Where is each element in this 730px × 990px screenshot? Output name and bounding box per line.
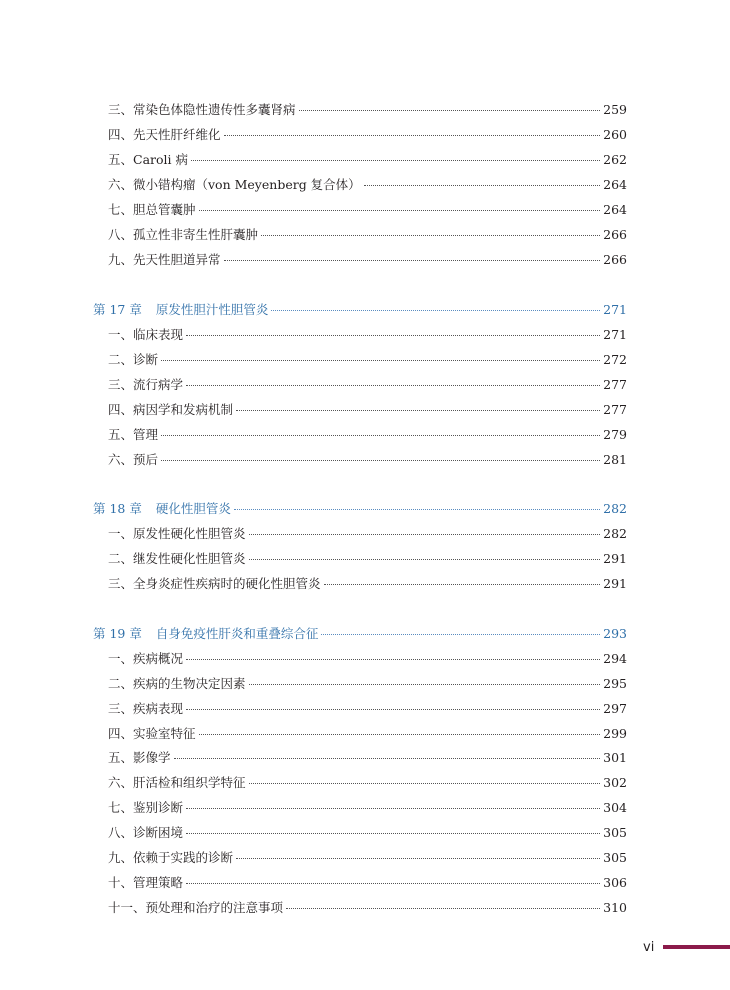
entry-page: 306 xyxy=(603,875,627,890)
entry-page: 304 xyxy=(603,800,627,815)
entry-page: 264 xyxy=(603,202,627,217)
dot-leader xyxy=(261,234,600,236)
toc-chapter-17[interactable] xyxy=(93,302,627,318)
entry-page: 277 xyxy=(603,402,627,417)
chapter-title: 硬化性胆管炎 xyxy=(155,501,231,516)
entry-page: 305 xyxy=(603,850,627,865)
entry-page: 260 xyxy=(603,127,627,142)
toc-entry[interactable] xyxy=(108,900,627,916)
entry-page: 271 xyxy=(603,302,627,317)
dot-leader xyxy=(321,633,600,635)
toc-entry[interactable] xyxy=(108,576,627,592)
entry-page: 259 xyxy=(603,102,627,117)
entry-page: 293 xyxy=(603,626,627,641)
dot-leader xyxy=(249,558,601,560)
toc-entry[interactable] xyxy=(108,252,627,268)
entry-title: 一、疾病概况 xyxy=(108,651,184,666)
entry-page: 282 xyxy=(603,526,627,541)
entry-page: 281 xyxy=(603,452,627,467)
entry-title: 四、病因学和发病机制 xyxy=(108,402,234,417)
dot-leader xyxy=(224,134,601,136)
toc-entry[interactable] xyxy=(108,327,627,343)
entry-title: 六、预后 xyxy=(108,452,159,467)
entry-page: 302 xyxy=(603,775,627,790)
dot-leader xyxy=(236,857,600,859)
entry-page: 266 xyxy=(603,252,627,267)
entry-page: 305 xyxy=(603,825,627,840)
entry-title: 三、全身炎症性疾病时的硬化性胆管炎 xyxy=(108,576,321,591)
entry-page: 282 xyxy=(603,501,627,516)
toc-chapter-18[interactable] xyxy=(93,501,627,517)
dot-leader xyxy=(249,533,601,535)
entry-title: 一、临床表现 xyxy=(108,327,184,342)
toc-entry[interactable] xyxy=(108,452,627,468)
toc-entry[interactable] xyxy=(108,127,627,143)
dot-leader xyxy=(236,409,600,411)
entry-title: 二、继发性硬化性胆管炎 xyxy=(108,551,246,566)
dot-leader xyxy=(161,434,600,436)
toc-entry[interactable] xyxy=(108,775,627,791)
toc-entry[interactable] xyxy=(108,152,627,168)
toc-entry[interactable] xyxy=(108,750,627,766)
dot-leader xyxy=(186,658,600,660)
entry-title: 四、实验室特征 xyxy=(108,726,196,741)
entry-page: 297 xyxy=(603,701,627,716)
dot-leader xyxy=(191,159,600,161)
dot-leader xyxy=(299,109,601,111)
entry-title: 九、依赖于实践的诊断 xyxy=(108,850,234,865)
entry-page: 299 xyxy=(603,726,627,741)
dot-leader xyxy=(324,583,601,585)
toc-entry[interactable] xyxy=(108,227,627,243)
entry-page: 277 xyxy=(603,377,627,392)
entry-title: 三、疾病表现 xyxy=(108,701,184,716)
dot-leader xyxy=(161,359,600,361)
entry-page: 291 xyxy=(603,551,627,566)
toc-entry[interactable] xyxy=(108,875,627,891)
dot-leader xyxy=(286,907,600,909)
toc-entry[interactable] xyxy=(108,102,627,118)
dot-leader xyxy=(199,733,601,735)
toc-entry[interactable] xyxy=(108,701,627,717)
entry-page: 291 xyxy=(603,576,627,591)
dot-leader xyxy=(174,757,601,759)
dot-leader xyxy=(161,459,600,461)
entry-title: 九、先天性胆道异常 xyxy=(108,252,221,267)
dot-leader xyxy=(234,508,600,510)
entry-page: 294 xyxy=(603,651,627,666)
entry-page: 301 xyxy=(603,750,627,765)
dot-leader xyxy=(186,384,600,386)
entry-page: 310 xyxy=(603,900,627,915)
dot-leader xyxy=(249,782,601,784)
entry-title: 六、微小错构瘤（von Meyenberg 复合体） xyxy=(108,177,361,192)
entry-title: 十一、预处理和治疗的注意事项 xyxy=(108,900,284,915)
dot-leader xyxy=(364,184,600,186)
dot-leader xyxy=(186,832,600,834)
toc-entry[interactable] xyxy=(108,352,627,368)
toc-entry[interactable] xyxy=(108,202,627,218)
entry-title: 八、诊断困境 xyxy=(108,825,184,840)
entry-title: 六、肝活检和组织学特征 xyxy=(108,775,246,790)
chapter-title: 原发性胆汁性胆管炎 xyxy=(155,302,269,317)
folio-accent-bar xyxy=(663,945,730,949)
entry-title: 一、原发性硬化性胆管炎 xyxy=(108,526,246,541)
chapter-number: 第 18 章 xyxy=(93,501,142,516)
chapter-number: 第 19 章 xyxy=(93,626,142,641)
entry-title: 十、管理策略 xyxy=(108,875,184,890)
entry-page: 279 xyxy=(603,427,627,442)
dot-leader xyxy=(186,334,600,336)
entry-title: 五、Caroli 病 xyxy=(108,152,188,167)
entry-page: 264 xyxy=(603,177,627,192)
entry-title: 七、胆总管囊肿 xyxy=(108,202,196,217)
dot-leader xyxy=(224,259,601,261)
chapter-title: 自身免疫性肝炎和重叠综合征 xyxy=(155,626,319,641)
dot-leader xyxy=(249,683,601,685)
toc-entry[interactable] xyxy=(108,551,627,567)
entry-title: 五、影像学 xyxy=(108,750,171,765)
entry-title: 七、鉴别诊断 xyxy=(108,800,184,815)
dot-leader xyxy=(271,309,600,311)
entry-title: 五、管理 xyxy=(108,427,159,442)
toc-entry[interactable] xyxy=(108,676,627,692)
dot-leader xyxy=(186,807,600,809)
toc-entry[interactable] xyxy=(108,427,627,443)
entry-page: 262 xyxy=(603,152,627,167)
entry-page: 272 xyxy=(603,352,627,367)
page-number: vi xyxy=(643,940,655,955)
toc-entry[interactable] xyxy=(108,402,627,418)
toc-chapter-19[interactable] xyxy=(93,626,627,642)
dot-leader xyxy=(186,708,600,710)
entry-page: 271 xyxy=(603,327,627,342)
toc-entry[interactable] xyxy=(108,825,627,841)
entry-title: 四、先天性肝纤维化 xyxy=(108,127,221,142)
toc-entry[interactable] xyxy=(108,800,627,816)
entry-title: 三、常染色体隐性遗传性多囊肾病 xyxy=(108,102,296,117)
toc-entry[interactable] xyxy=(108,850,627,866)
toc-entry[interactable] xyxy=(108,651,627,667)
entry-title: 三、流行病学 xyxy=(108,377,184,392)
chapter-number: 第 17 章 xyxy=(93,302,142,317)
entry-title: 二、疾病的生物决定因素 xyxy=(108,676,246,691)
toc-entry[interactable] xyxy=(108,177,627,193)
dot-leader xyxy=(186,882,600,884)
entry-title: 二、诊断 xyxy=(108,352,159,367)
entry-page: 266 xyxy=(603,227,627,242)
entry-title: 八、孤立性非寄生性肝囊肿 xyxy=(108,227,259,242)
dot-leader xyxy=(199,209,601,211)
toc-entry[interactable] xyxy=(108,377,627,393)
toc-entry[interactable] xyxy=(108,526,627,542)
toc-entry[interactable] xyxy=(108,726,627,742)
entry-page: 295 xyxy=(603,676,627,691)
